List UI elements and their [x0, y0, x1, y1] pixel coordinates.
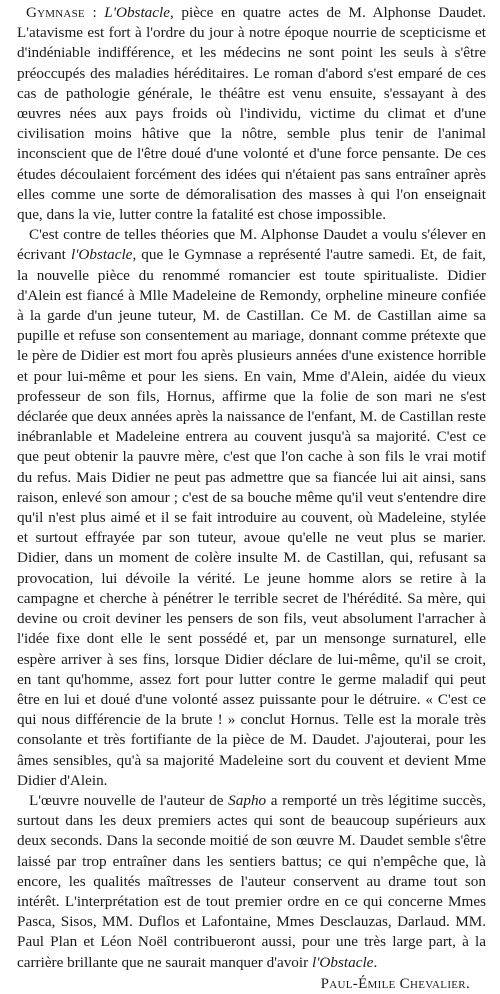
paragraph-plot-summary — [17, 225, 486, 791]
paragraph-2-text-a: C'est contre de telles théories que M. Alphonse Daudet a voulu s'élever en écrivant — [17, 226, 486, 264]
paragraph-3-text-a: L'œuvre nouvelle de l'auteur de — [29, 791, 229, 809]
paragraph-1-text: , pièce en quatre actes de M. Alphonse Daudet. L'atavisme est fort à l'ordre du jour à notre époque nourrie de scepticisme et d'indéniable indifférence, et les médecins ne sont point les seuls à s'être préoccupés des maladies héréditaires. Le roman d'abord s'est emparé de ces cas de pathologie générale, le théâtre est venu ensuite, s'essayant à des œuvres nées aux pays froids où l'individu, victime du climat et d'une civilisation moins hâtive que la nôtre, semble plus tenir de l'animal inconscient que de l'être doué d'une volonté et d'une force pensante. De ces études découlaient forcément des idées qui n'étaient pas sans entraîner après elles comme une sorte de démoralisation des masses à qui l'on enseignait que, dans la vie, lutter contre la fatalité est chose impossible. — [17, 4, 486, 224]
author-signature: Paul-Émile Chevalier. — [320, 975, 470, 992]
play-title: L'Obstacle — [104, 4, 170, 21]
venue-name: Gymnase — [26, 4, 85, 21]
paragraph-reception — [17, 791, 486, 973]
play-title-final: l'Obstacle — [311, 953, 374, 971]
paragraph-3-text-c: . — [373, 953, 378, 971]
paragraph-review-intro — [17, 3, 486, 225]
play-title-ref: l'Obstacle — [70, 246, 133, 264]
sapho-title: Sapho — [228, 791, 267, 809]
venue-separator: : — [84, 4, 105, 21]
paragraph-2-text-b: , que le Gymnase a représenté l'autre samedi. Et, de fait, la nouvelle pièce du renommé romancier est toute spiritualiste. Didier d'Alein est fiancé à Mlle Madeleine de Remondy, orpheline mineure confiée à la garde d'un jeune tuteur, M. de Castillan. Ce M. de Castillan aime sa pupille et refuse son consentement au mariage, donnant comme prétexte que le père de Didier est mort fou après plusieurs années d'une existence horrible et pour lui-même et pour les siens. En vain, Mme d'Alein, aidée du vieux professeur de son fils, Hornus, affirme que la folie de son mari ne s'est déclarée que deux années après la naissance de l'enfant, M. de Castillan reste inébranlable et Madeleine entrera au couvent jusqu'à sa majorité. C'est ce que peut obtenir la pauvre mère, c'est que l'on cache à son fils le vrai motif du refus. Mais Didier ne peut pas admettre que sa fiancée lui ait ainsi, sans raison, enlevé son amour ; c'est de sa bouche même qu'il veut s'entendre dire qu'il n'est plus aimé et il se fait introduire au couvent, où Madeleine, stylée et surtout effrayée par son tuteur, avoue qu'elle ne veut plus se marier. Didier, dans un moment de colère insulte M. de Castillan, qui, refusant sa provocation, lui dévoile la vérité. Le jeune homme alors se retire à la campagne et cherche à pénétrer le terrible secret de l'hérédité. Sa mère, qui devine ou croit deviner les pensers de son fils, veut absolument l'arracher à l'idée fixe dont elle le sent possédé et, par un mensonge surnaturel, elle espère arriver à ses fins, lorsque Didier déclare de lui-même, qu'il se croit, en tant qu'homme, assez fort pour lutter contre le germe maladif qui peut être en lui et doué d'une volonté assez puissante pour le détruire. « C'est ce qui nous différencie de la brute ! » conclut Hornus. Telle est la morale très consolante et très fortifiante de la pièce de M. Daudet. J'ajouterai, pour les âmes sensibles, qu'à sa majorité Madeleine sort du couvent et devient Mme Didier d'Alein. — [17, 246, 486, 789]
paragraph-3-text-b: a remporté un très légitime succès, surtout dans les deux premiers actes qui sont de beaucoup supérieurs aux deux seconds. Dans la seconde moitié de son œuvre M. Daudet semble s'être laissé par trop entraîner dans les sentiers battus; ce qui n'empêche que, là encore, les qualités maîtresses de l'auteur conservent au drame tout son intérêt. L'interprétation est de tout premier ordre en ce qui concerne Mmes Pasca, Sisos, MM. Duflos et Lafontaine, Mmes Desclauzas, Darlaud. MM. Paul Plan et Léon Noël contribueront aussi, pour une très large part, à la carrière brillante que ne saurait manquer d'avoir — [17, 791, 486, 971]
